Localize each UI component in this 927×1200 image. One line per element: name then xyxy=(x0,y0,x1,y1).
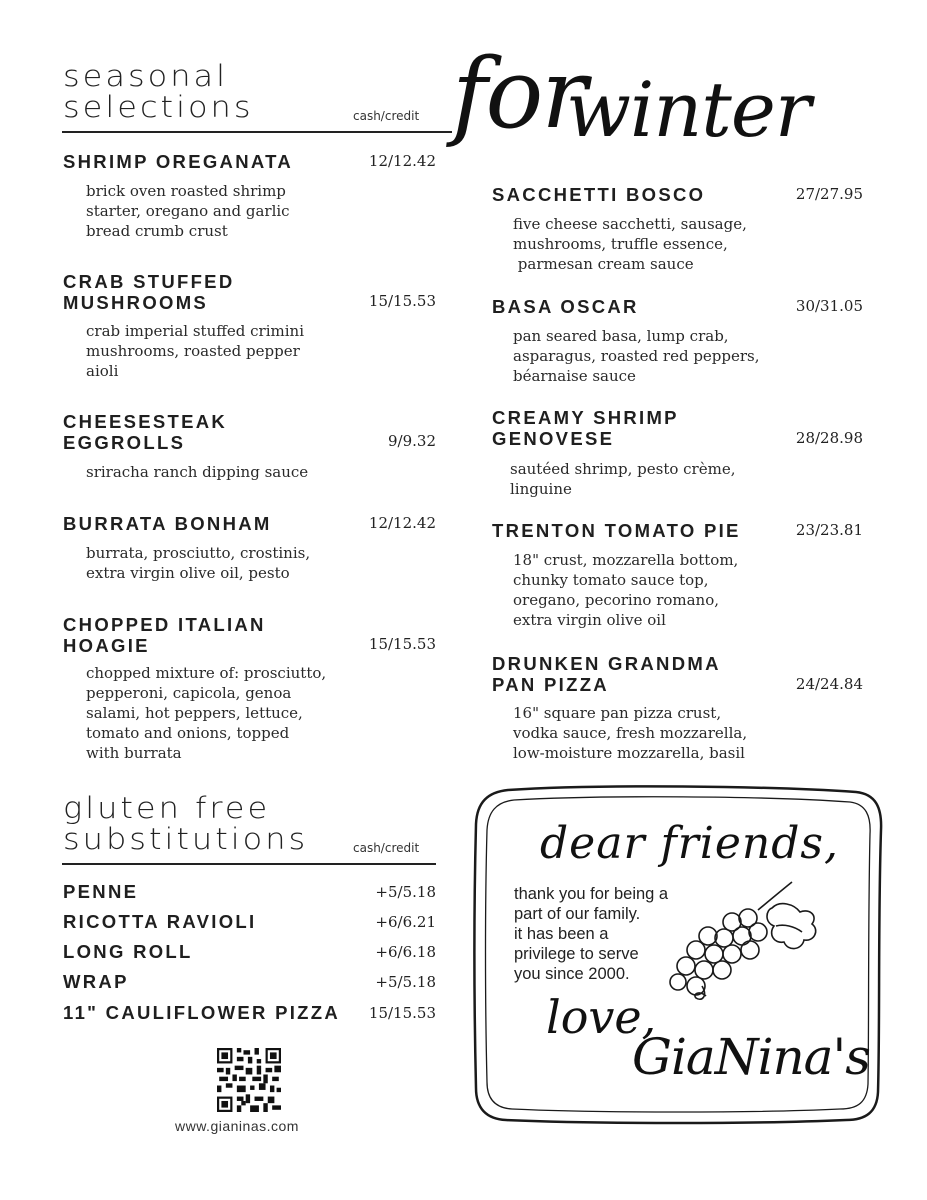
item-name: SHRIMP OREGANATA xyxy=(63,151,294,172)
item-name: BASA OSCAR xyxy=(492,296,639,317)
menu-item xyxy=(492,407,792,449)
item-price: 27/27.95 xyxy=(795,185,863,203)
seasonal-title-line1: seasonal xyxy=(63,58,228,94)
item-description: crab imperial stuffed crimini mushrooms, roasted pepper aioli xyxy=(86,322,304,380)
gluten-free-title-line2: substitutions xyxy=(63,821,309,857)
item-name: TRENTON TOMATO PIE xyxy=(492,520,741,541)
website-link[interactable]: www.gianinas.com xyxy=(175,1118,299,1134)
item-name: BURRATA BONHAM xyxy=(63,513,272,534)
qr-code-icon[interactable] xyxy=(217,1048,281,1112)
item-description: 16" square pan pizza crust, vodka sauce, fresh mozzarella, low-moisture mozzarella, basil xyxy=(513,704,748,762)
item-price: 15/15.53 xyxy=(368,292,436,310)
item-name-line: CRAB STUFFED xyxy=(63,271,235,292)
item-name-line: GENOVESE xyxy=(492,428,615,449)
gluten-free-title-line1: gluten free xyxy=(63,790,271,826)
gf-item-price: +6/6.18 xyxy=(375,943,436,961)
item-name-line: DRUNKEN GRANDMA xyxy=(492,653,721,674)
item-description: brick oven roasted shrimp starter, oregano and garlic bread crumb crust xyxy=(86,182,290,240)
menu-item xyxy=(492,184,792,205)
gluten-free-divider xyxy=(62,863,436,865)
item-price: 30/31.05 xyxy=(795,297,863,315)
menu-item xyxy=(63,614,363,656)
menu-item xyxy=(63,411,363,453)
menu-item xyxy=(492,653,792,695)
gf-item-price: 15/15.53 xyxy=(368,1004,436,1022)
script-title-winter: winter xyxy=(566,65,811,154)
item-price: 9/9.32 xyxy=(388,432,436,450)
item-name-line: MUSHROOMS xyxy=(63,292,209,313)
menu-item xyxy=(492,520,792,541)
item-description: pan seared basa, lump crab, asparagus, roasted red peppers, béarnaise sauce xyxy=(513,327,760,385)
item-description: five cheese sacchetti, sausage, mushrooms, truffle essence, parmesan cream sauce xyxy=(513,215,747,273)
seasonal-cash-credit-label: cash/credit xyxy=(353,109,420,123)
item-name-line: HOAGIE xyxy=(63,635,150,656)
item-price: 12/12.42 xyxy=(368,152,436,170)
gf-item-price: +6/6.21 xyxy=(375,913,436,931)
item-description: burrata, prosciutto, crostinis, extra virgin olive oil, pesto xyxy=(86,544,311,582)
item-price: 12/12.42 xyxy=(368,514,436,532)
letter-body: thank you for being a part of our family. it has been a privilege to serve you since 2000. xyxy=(514,885,669,983)
menu-item xyxy=(63,271,363,313)
gf-item-name: WRAP xyxy=(63,971,129,992)
menu-item xyxy=(63,513,363,534)
item-name: SACCHETTI BOSCO xyxy=(492,184,706,205)
letter-signature: GiaNina's xyxy=(632,1028,870,1086)
item-price: 24/24.84 xyxy=(795,675,863,693)
item-price: 15/15.53 xyxy=(368,635,436,653)
item-description: 18" crust, mozzarella bottom, chunky tomato sauce top, oregano, pecorino romano, extra virgin olive oil xyxy=(513,551,739,629)
item-name-line: CREAMY SHRIMP xyxy=(492,407,679,428)
script-title-for: for xyxy=(452,38,586,150)
menu-item xyxy=(492,296,792,317)
seasonal-divider xyxy=(62,131,452,133)
gf-item-name: LONG ROLL xyxy=(63,941,193,962)
seasonal-title-line2: selections xyxy=(63,89,254,125)
item-description: sriracha ranch dipping sauce xyxy=(86,463,309,481)
gf-item-price: +5/5.18 xyxy=(375,973,436,991)
item-description: sautéed shrimp, pesto crème, linguine xyxy=(510,460,736,498)
gf-item-name: PENNE xyxy=(63,881,139,902)
gf-item-name: 11" CAULIFLOWER PIZZA xyxy=(63,1002,341,1023)
gf-item-name: RICOTTA RAVIOLI xyxy=(63,911,257,932)
item-price: 23/23.81 xyxy=(795,521,863,539)
gluten-free-cash-credit-label: cash/credit xyxy=(353,841,420,855)
letter-greeting: dear friends, xyxy=(540,818,839,869)
item-name-line: CHOPPED ITALIAN xyxy=(63,614,266,635)
grapes-icon xyxy=(662,878,822,1008)
item-name-line: PAN PIZZA xyxy=(492,674,609,695)
item-name-line: CHEESESTEAK xyxy=(63,411,228,432)
gf-item-price: +5/5.18 xyxy=(375,883,436,901)
letter-closing: love, xyxy=(546,990,657,1044)
item-description: chopped mixture of: prosciutto, pepperoni, capicola, genoa salami, hot peppers, lettuce, tomato and onions, topped with burrata xyxy=(86,664,327,762)
item-price: 28/28.98 xyxy=(795,429,863,447)
item-name-line: EGGROLLS xyxy=(63,432,186,453)
